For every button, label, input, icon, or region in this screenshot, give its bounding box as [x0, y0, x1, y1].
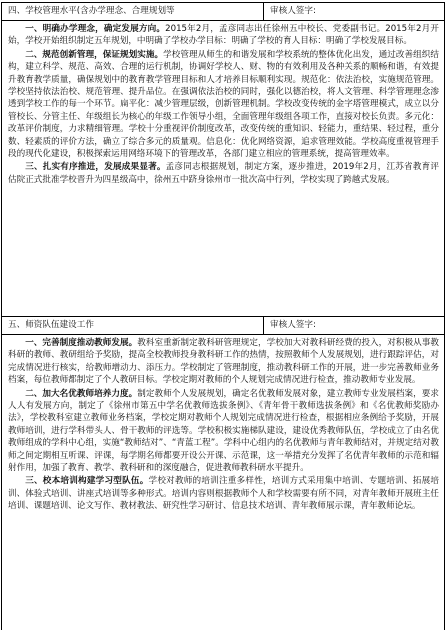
section5-paragraph-3-text: 学校对教师的培训注重多样性，培训方式采用集中培训、专题培训、拓展培训、体验式培训、讲座式培训等多种形式。培训内容则根据教师个人和学校需要有所不同，对青年教师开展班主任培训、课题培训、论文写作、教材教法、研究性学习研讨、信息技术培训、青年教师展示课，青年教师论坛。	[8, 476, 439, 512]
section4-paragraph-3-heading: 三、扎实有序推进，发展成果显著。	[25, 162, 166, 173]
section5-paragraph-2-heading: 二、加大名优教师培养力度。	[25, 388, 138, 399]
section4-header-row	[2, 3, 445, 21]
section5-paragraph-3	[8, 475, 439, 512]
section5-content-row	[2, 335, 445, 630]
section4-paragraph-3	[8, 161, 439, 186]
section5-paragraph-1-text: 教科室重新制定教科研管理规定，学校加大对教科研经费的投入，对积极从事教科研的教师、教研组给予奖励，提高全校教师投身教科研工作的热情，按照教师个人发展规划，进行跟踪评估，对完成情况进行核实，给教师增动力、添压力。学校制定了管理制度，推动教科研工作的开展，进一步完善教师业务档案，每位教师都制定了个人教研目标。学校定期对教师的个人规划完成情况进行检查，推动教师专业发展。	[8, 338, 439, 386]
section5-paragraph-3-heading: 三、校本培训构建学习型队伍。	[25, 476, 149, 487]
section5-header-row	[2, 317, 445, 335]
section4-reviewer-signature-label: 审核人签字:	[264, 3, 445, 21]
section4-paragraph-1-heading: 一、明确办学理念，确定发展方向。	[25, 24, 166, 34]
evaluation-form-table	[1, 2, 445, 630]
section5-paragraph-1	[8, 337, 439, 387]
section5-paragraph-2	[8, 388, 439, 475]
section4-paragraph-2-heading: 二、规范创新管理，保证规划实施。	[25, 49, 164, 60]
section4-paragraph-1-text: 2015年2月，孟彦同志出任徐州五中校长、党委副书记。2015年2月开始，学校开始组织制定五年规划，中明确了学校办学目标：明确了学校的育人目标：明确了学校发展目标。	[8, 24, 439, 47]
section4-title: 四、学校管理水平(含办学理念、合理规划等	[2, 3, 264, 21]
section5-paragraph-1-heading: 一、完善制度推动教师发展。	[25, 338, 138, 348]
section5-title: 五、师资队伍建设工作	[2, 317, 264, 335]
section5-content-cell	[2, 335, 445, 630]
section4-paragraph-3-text: 孟彦同志根据规划，制定方案，逐步推进，2019年2月，江苏省教育评估院正式批准学校晋升为四星级高中，徐州五中跻身徐州市一批次高中行列，学校实现了跨越式发展。	[8, 162, 439, 185]
section4-content-row	[2, 21, 445, 317]
section4-paragraph-1	[8, 23, 439, 48]
section4-paragraph-2-text: 学校管理从师生的和谐发展和学校系统的整体优化出发，通过改善组织结构，建立科学、规范、高效、合理的运行机制，协调好学校人、财、物的有效利用及各种关系的顺畅和谐，有效提升教育教学质量，确保规划中的教育教学管理目标和人才培养目标顺利实现。规范化：依法治校，实施规范管理。学校坚持依法治校、规范管理、提升品位。在强调依法治校的同时，强化以德治校，将人文管理、科学管理理念渗透到学校工作的每一个环节。扁平化：减少管理层级，创新管理机制。学校改变传统的金字塔管理模式，成立以分管校长、分管主任、年级组长为核心的年级工作领导小组，全面管理年级组各项工作，直接对校长负责。多元化：改革评价制度，力求精细管理。学校十分重视评价制度改革，改变传统的重知识、轻能力，重结果、轻过程，重分数、轻素质的评价方法，确立了综合多元的质量观。信息化：优化网络资源，追求管理效能。学校高度重视管理手段的现代化建设，积极探索运用网络环境下的管理改革，各部门建立相应的管理系统，提高管理效率。	[8, 49, 439, 160]
section5-reviewer-signature-label: 审核人签字:	[264, 317, 445, 335]
section4-paragraph-2	[8, 49, 439, 161]
section4-content-cell	[2, 21, 445, 317]
section5-paragraph-2-text: 制定教师个人发展规划，确定名优教师发展对象，建立教师专业发展档案，要求人人有发展方向，制定了《徐州市第五中学名优教师选拔条例》、《青年骨干教师选拔条例》和《名优教师奖励办法》，学校教科室建立教师业务档案，学校定期对教师个人规划完成情况进行检查，根据相应条例给予奖励，开展教师培训，进行学科带头人、骨干教师的评选等。学校积极实施梯队建设，建设优秀教师队伍，学校成立了由名优教师组成的学科中心组，实施“教师结对”、“青蓝工程”。学科中心组内的名优教师与青年教师结对，并规定结对教师之间定期相互听课、评课，每学期名师都要开设公开课、示范课，这一举措充分发挥了名优青年教师的示范和辐射作用，加强了教育、教学、教科研和的深度融合，促进教师教科研水平提升。	[8, 388, 439, 474]
